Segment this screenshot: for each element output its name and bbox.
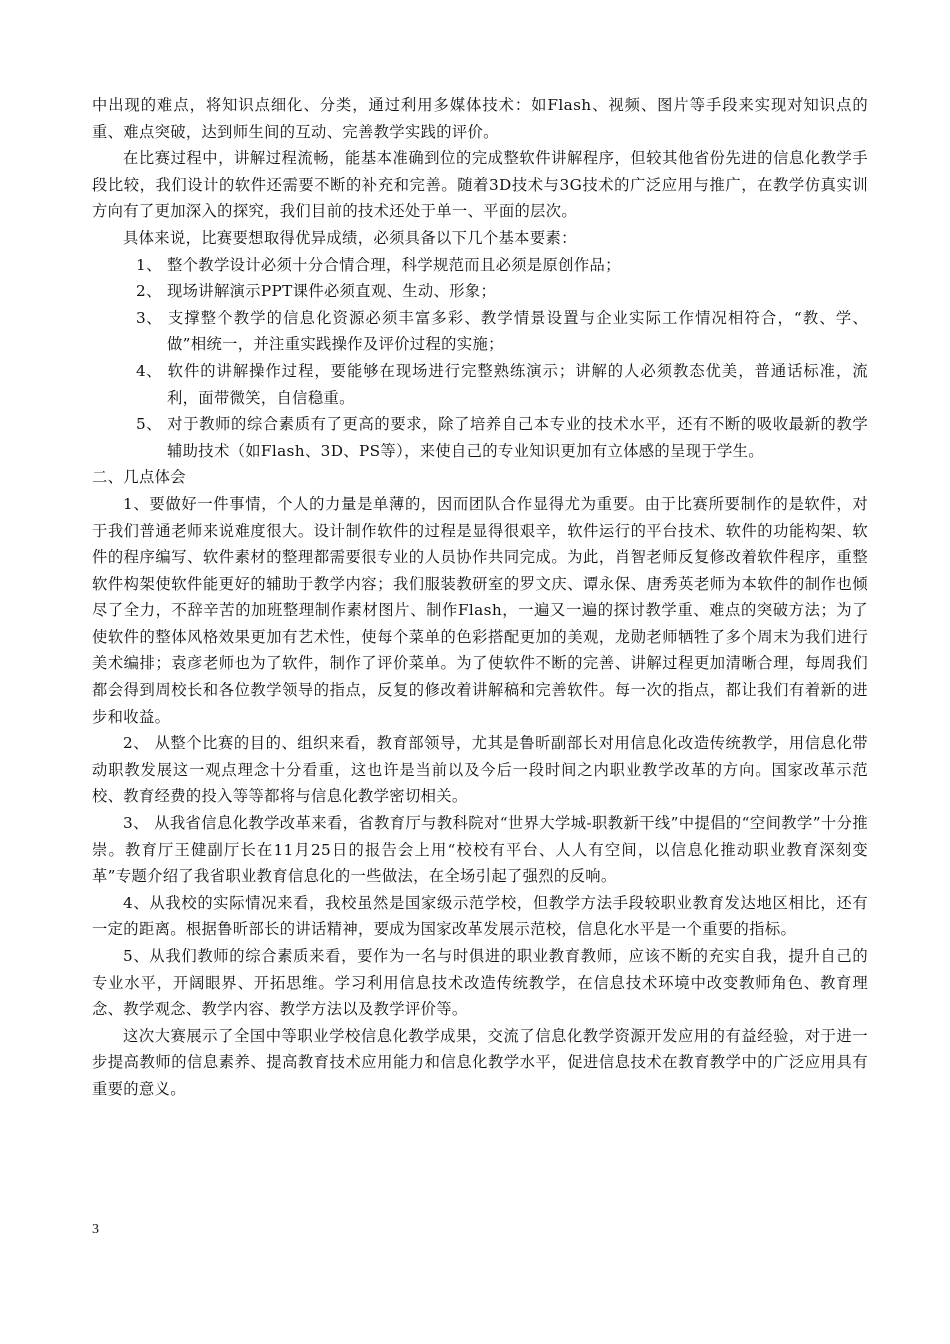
list-item-text: 整个教学设计必须十分合情合理，科学规范而且必须是原创作品； <box>167 255 621 274</box>
list-item <box>92 305 868 358</box>
list-item-number: 2、 <box>136 282 162 301</box>
paragraph-experience-5: 5、从我们教师的综合素质来看，要作为一名与时俱进的职业教育教师，应该不断的充实自我，提升自己的专业水平，开阔眼界、开拓思维。学习利用信息技术改造传统教学，在信息技术环境中改变教师角色、教育理念、教学观念、教学内容、教学方法以及教学评价等。 <box>92 947 868 1019</box>
list-item-text: 对于教师的综合素质有了更高的要求，除了培养自己本专业的技术水平，还有不断的吸收最新的教学辅助技术（如Flash、3D、PS等），来使自己的专业知识更加有立体感的呈现于学生。 <box>167 415 868 460</box>
list-item-number: 5、 <box>136 415 162 434</box>
section-heading: 二、几点体会 <box>92 468 186 487</box>
list-item-number: 1、 <box>136 255 162 274</box>
requirements-list <box>92 252 868 465</box>
list-item-text: 现场讲解演示PPT课件必须直观、生动、形象； <box>167 282 497 301</box>
paragraph-experience-1: 1、要做好一件事情，个人的力量是单薄的，因而团队合作显得尤为重要。由于比赛所要制作的是软件，对于我们普通老师来说难度很大。设计制作软件的过程是显得很艰辛，软件运行的平台技术、软件的功能构架、软件的程序编写、软件素材的整理都需要很专业的人员协作共同完成。为此，肖智老师反复修改着软件程序，重整软件构架使软件能更好的辅助于教学内容；我们服装教研室的罗文庆、谭永保、唐秀英老师为本软件的制作也倾尽了全力，不辞辛苦的加班整理制作素材图片、制作Flash，一遍又一遍的探讨教学重、难点的突破方法；为了使软件的整体风格效果更加有艺术性，使每个菜单的色彩搭配更加的美观，龙勋老师牺牲了多个周末为我们进行美术编排；袁彦老师也为了软件，制作了评价菜单。为了使软件不断的完善、讲解过程更加清晰合理，每周我们都会得到周校长和各位教学领导的指点，反复的修改着讲解稿和完善软件。每一次的指点，都让我们有着新的进步和收益。 <box>92 494 868 726</box>
paragraph-experience-2: 2、 从整个比赛的目的、组织来看，教育部领导，尤其是鲁昕副部长对用信息化改造传统教学，用信息化带动职教发展这一观点理念十分看重，这也许是当前以及今后一段时间之内职业教学改革的方向。国家改革示范校、教育经费的投入等等都将与信息化教学密切相关。 <box>92 734 868 806</box>
paragraph-competition-process: 在比赛过程中，讲解过程流畅，能基本准确到位的完成整软件讲解程序，但较其他省份先进的信息化教学手段比较，我们设计的软件还需要不断的补充和完善。随着3D技术与3G技术的广泛应用与推广，在教学仿真实训方向有了更加深入的探究，我们目前的技术还处于单一、平面的层次。 <box>92 149 868 221</box>
paragraph-experience-4: 4、从我校的实际情况来看，我校虽然是国家级示范学校，但教学方法手段较职业教育发达地区相比，还有一定的距离。根据鲁昕部长的讲话精神，要成为国家改革发展示范校，信息化水平是一个重要的指标。 <box>92 893 868 939</box>
list-item <box>92 411 868 464</box>
document-body <box>92 92 868 1103</box>
list-item <box>92 252 868 279</box>
paragraph-requirements-intro: 具体来说，比赛要想取得优异成绩，必须具备以下几个基本要素： <box>123 228 577 247</box>
list-item-number: 3、 <box>136 308 162 327</box>
list-item-text: 软件的讲解操作过程，要能够在现场进行完整熟练演示；讲解的人必须教态优美，普通话标准，流利，面带微笑，自信稳重。 <box>167 361 868 407</box>
page-number: 3 <box>92 1222 99 1237</box>
list-item <box>92 278 868 305</box>
list-item-number: 4、 <box>136 361 162 380</box>
list-item <box>92 358 868 411</box>
list-item-text: 支撑整个教学的信息化资源必须丰富多彩、教学情景设置与企业实际工作情况相符合，“教、学、做”相统一，并注重实践操作及评价过程的实施； <box>167 308 868 354</box>
paragraph-conclusion: 这次大赛展示了全国中等职业学校信息化教学成果，交流了信息化教学资源开发应用的有益经验，对于进一步提高教师的信息素养、提高教育技术应用能力和信息化教学水平，促进信息技术在教育教学中的广泛应用具有重要的意义。 <box>92 1026 868 1098</box>
paragraph-continuation: 中出现的难点，将知识点细化、分类，通过利用多媒体技术：如Flash、视频、图片等手段来实现对知识点的重、难点突破，达到师生间的互动、完善教学实践的评价。 <box>92 96 868 141</box>
paragraph-experience-3: 3、 从我省信息化教学改革来看，省教育厅与教科院对“世界大学城-职教新干线”中提倡的“空间教学”十分推崇。教育厅王健副厅长在11月25日的报告会上用“校校有平台、人人有空间，以信息化推动职业教育深刻变革”专题介绍了我省职业教育信息化的一些做法，在全场引起了强烈的反响。 <box>92 814 868 886</box>
